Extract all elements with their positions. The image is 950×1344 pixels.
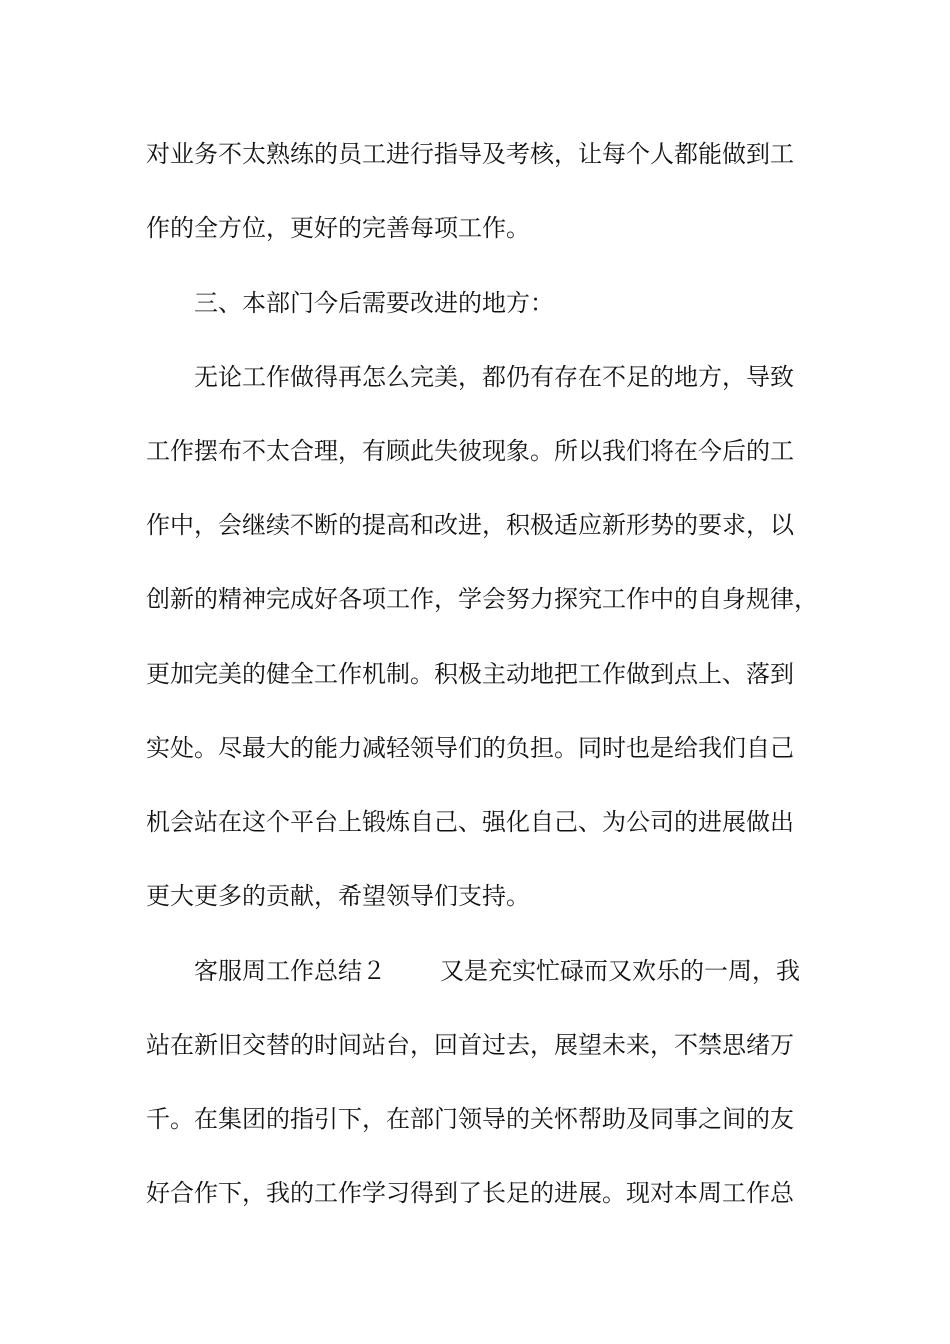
- paragraph-line: 千。在集团的指引下，在部门领导的关怀帮助及同事之间的友: [146, 1105, 794, 1133]
- paragraph-line: 更加完美的健全工作机制。积极主动地把工作做到点上、落到: [146, 660, 794, 688]
- paragraph-line: 好合作下，我的工作学习得到了长足的进展。现对本周工作总: [146, 1179, 794, 1207]
- paragraph-line: 实处。尽最大的能力减轻领导们的负担。同时也是给我们自己: [146, 734, 794, 762]
- paragraph-line: 机会站在这个平台上锻炼自己、强化自己、为公司的进展做出: [146, 808, 794, 836]
- paragraph-line: 更大更多的贡献，希望领导们支持。: [146, 882, 530, 910]
- section-heading: 三、本部门今后需要改进的地方：: [194, 289, 554, 317]
- section-title-line: [194, 951, 894, 991]
- paragraph-line: 创新的精神完成好各项工作，学会努力探究工作中的自身规律，: [146, 585, 818, 613]
- section-lead: 又是充实忙碌而又欢乐的一周，我: [440, 957, 800, 985]
- paragraph-line: 作的全方位，更好的完善每项工作。: [146, 214, 530, 242]
- paragraph-line: 工作摆布不太合理，有顾此失彼现象。所以我们将在今后的工: [146, 437, 794, 465]
- paragraph-line: 对业务不太熟练的员工进行指导及考核，让每个人都能做到工: [146, 140, 794, 168]
- section-title: 客服周工作总结２: [194, 957, 386, 985]
- paragraph-line: 站在新旧交替的时间站台，回首过去，展望未来，不禁思绪万: [146, 1031, 794, 1059]
- paragraph-line: 无论工作做得再怎么完美，都仍有存在不足的地方，导致: [194, 363, 794, 391]
- paragraph-line: 作中，会继续不断的提高和改进，积极适应新形势的要求，以: [146, 511, 794, 539]
